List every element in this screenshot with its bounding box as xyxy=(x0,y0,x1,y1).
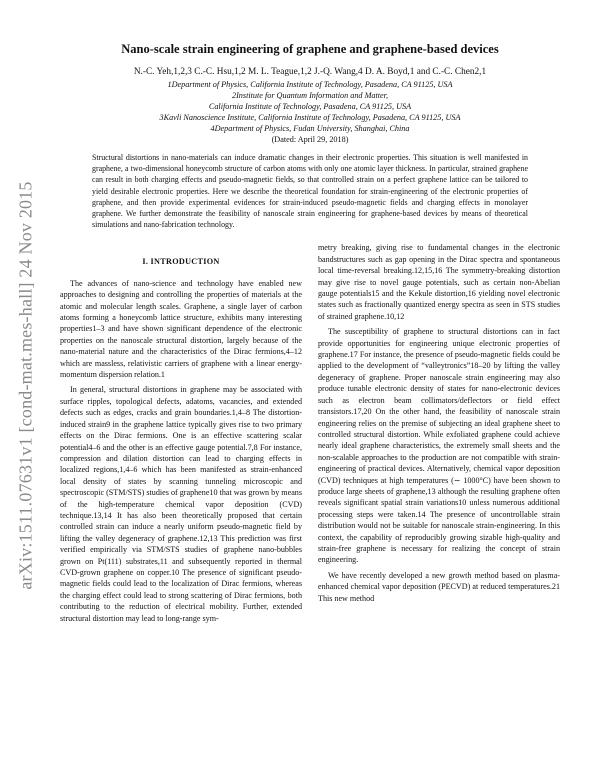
body-columns xyxy=(60,242,560,628)
abstract: Structural distortions in nano-materials can induce dramatic changes in their electronic properties. This situation is well manifested in graphene, a two-dimensional honeycomb structure of carbon atoms with only one atomic layer thickness. In particular, strained graphene can result in both charging effects and pseudo-magnetic fields, so that controlled strain on a perfect graphene lattice can be tailored to yield desirable electronic properties. Here we describe the theoretical foundation for strain-engineering of the electronic properties of graphene, and then provide experimental evidences for strain-induced pseudo-magnetic fields and charging effects in monolayer graphene. We further demonstrate the feasibility of nanoscale strain engineering for graphene-based devices by means of theoretical simulations and nano-fabrication technology. xyxy=(92,153,528,230)
affiliation-line: 1Department of Physics, California Institute of Technology, Pasadena, CA 91125, USA xyxy=(167,80,453,89)
affiliation-line: 4Department of Physics, Fudan University, Shanghai, China xyxy=(210,124,410,133)
arxiv-identifier-text: arXiv:1511.07631v1 [cond-mat.mes-hall] 24 Nov 2015 xyxy=(15,180,36,590)
paper-title: Nano-scale strain engineering of graphene and graphene-based devices xyxy=(121,42,499,56)
body-paragraph: metry breaking, giving rise to fundamental changes in the electronic bandstructures such as gap opening in the Dirac spectra and spontaneous local time-reversal breaking.12,15,16 The symmetry-breaking distortion may give rise to novel gauge potentials, such as certain non-Abelian gauge potentials15 and the Kekule distortion,16 yielding novel electronic states such as fractionally quantized energy spectra as seen in STS studies of strained graphene.10,12 xyxy=(318,243,560,321)
section-heading: I. INTRODUCTION xyxy=(142,257,220,267)
affiliation-line: California Institute of Technology, Pasadena, CA 91125, USA xyxy=(208,102,412,111)
author-list: N.-C. Yeh,1,2,3 C.-C. Hsu,1,2 M. L. Teague,1,2 J.-Q. Wang,4 D. A. Boyd,1 and C.-C. Chen2,1 xyxy=(133,67,487,77)
body-paragraph: The susceptibility of graphene to structural distortions can in fact provide opportunities for engineering unique electronic properties of graphene.17 For instance, the presence of pseudo-magnetic fields could be applied to the development of “valleytronics”18–20 by lifting the valley degeneracy of graphene. Proper nanoscale strain engineering may also produce tunable electronic density of states for nano-electronic devices such as electron beam collimators/deflectors or field effect transistors.17,20 On the other hand, the feasibility of nanoscale strain engineering relies on the premise of subjecting an ideal graphene sheet to controlled structural distortion. While exfoliated graphene could achieve nearly ideal graphene characteristics, the extremely small sheets and the non-scalable approaches to the production are not compatible with strain-engineering of practical devices. Alternatively, chemical vapor deposition (CVD) techniques at high temperatures (∼ 1000°C) have been shown to produce large sheets of graphene,13 although the resulting graphene often reveals significant spatial strain variations10 unless numerous additional processing steps were taken.14 The presence of uncontrollable strain distribution would not be suitable for nanoscale strain-engineering. In this context, the capability of reproducibly growing sizable high-quality and strain-free graphene is necessary for realizing the concept of strain engineering. xyxy=(318,327,560,565)
dated-line: (Dated: April 29, 2018) xyxy=(271,135,349,144)
left-column xyxy=(60,242,302,628)
right-column xyxy=(318,242,560,628)
affiliation-line: 2Institute for Quantum Information and Matter, xyxy=(231,91,388,100)
arxiv-identifier-stamp xyxy=(6,150,46,620)
body-paragraph: We have recently developed a new growth method based on plasma-enhanced chemical vapor deposition (PECVD) at reduced temperatures.21 This new method xyxy=(318,570,560,603)
body-paragraph: The advances of nano-science and technology have enabled new approaches to designing and controlling the properties of materials at the atomic and molecular length scales. Graphene, a single layer of carbon atoms forming a honeycomb lattice structure, exhibits many interesting properties1–3 and have shown significant dependence of the electronic properties on the nanoscale structural distortion, largely because of the nano-material nature and the characteristics of the Dirac fermions,4–12 which are massless, relativistic carriers of graphene with a linear energy-momentum dispersion relation.1 xyxy=(60,278,302,380)
body-paragraph: In general, structural distortions in graphene may be associated with surface ripples, topological defects, adatoms, vacancies, and extended defects such as edges, cracks and grain boundaries.1,4–8 The distortion-induced strain9 in the graphene lattice typically gives rise to two primary effects on the Dirac fermions. One is an effective scattering scalar potential4–6 and the other is an effective gauge potential.7,8 For instance, compression and dilation distortion can lead to charging effects in localized regions,1,4–6 which has been manifested as strain-enhanced local density of states by scanning tunneling microscopic and spectroscopic (STM/STS) studies of graphene10 that was grown by means of the high-temperature chemical vapor deposition (CVD) technique.13,14 It has also been theoretically proposed that certain controlled strain can induce a nearly uniform pseudo-magnetic field by lifting the valley degeneracy of graphene.12,13 This prediction was first verified empirically via STM/STS studies of graphene nano-bubbles grown on Pt(111) substrates,11 and subsequently reported in thermal CVD-grown graphene on copper.10 The presence of significant pseudo-magnetic fields could lead to the localization of Dirac fermions, whereas the charging effect could lead to strong scattering of Dirac fermions, both contributing to the reduction of electrical mobility. Further, extended structural distortion may lead to long-range sym- xyxy=(60,385,302,623)
paper-page xyxy=(60,42,560,628)
affiliation-list xyxy=(60,79,560,134)
affiliation-line: 3Kavli Nanoscience Institute, California Institute of Technology, Pasadena, CA 91125, USA xyxy=(159,113,461,122)
